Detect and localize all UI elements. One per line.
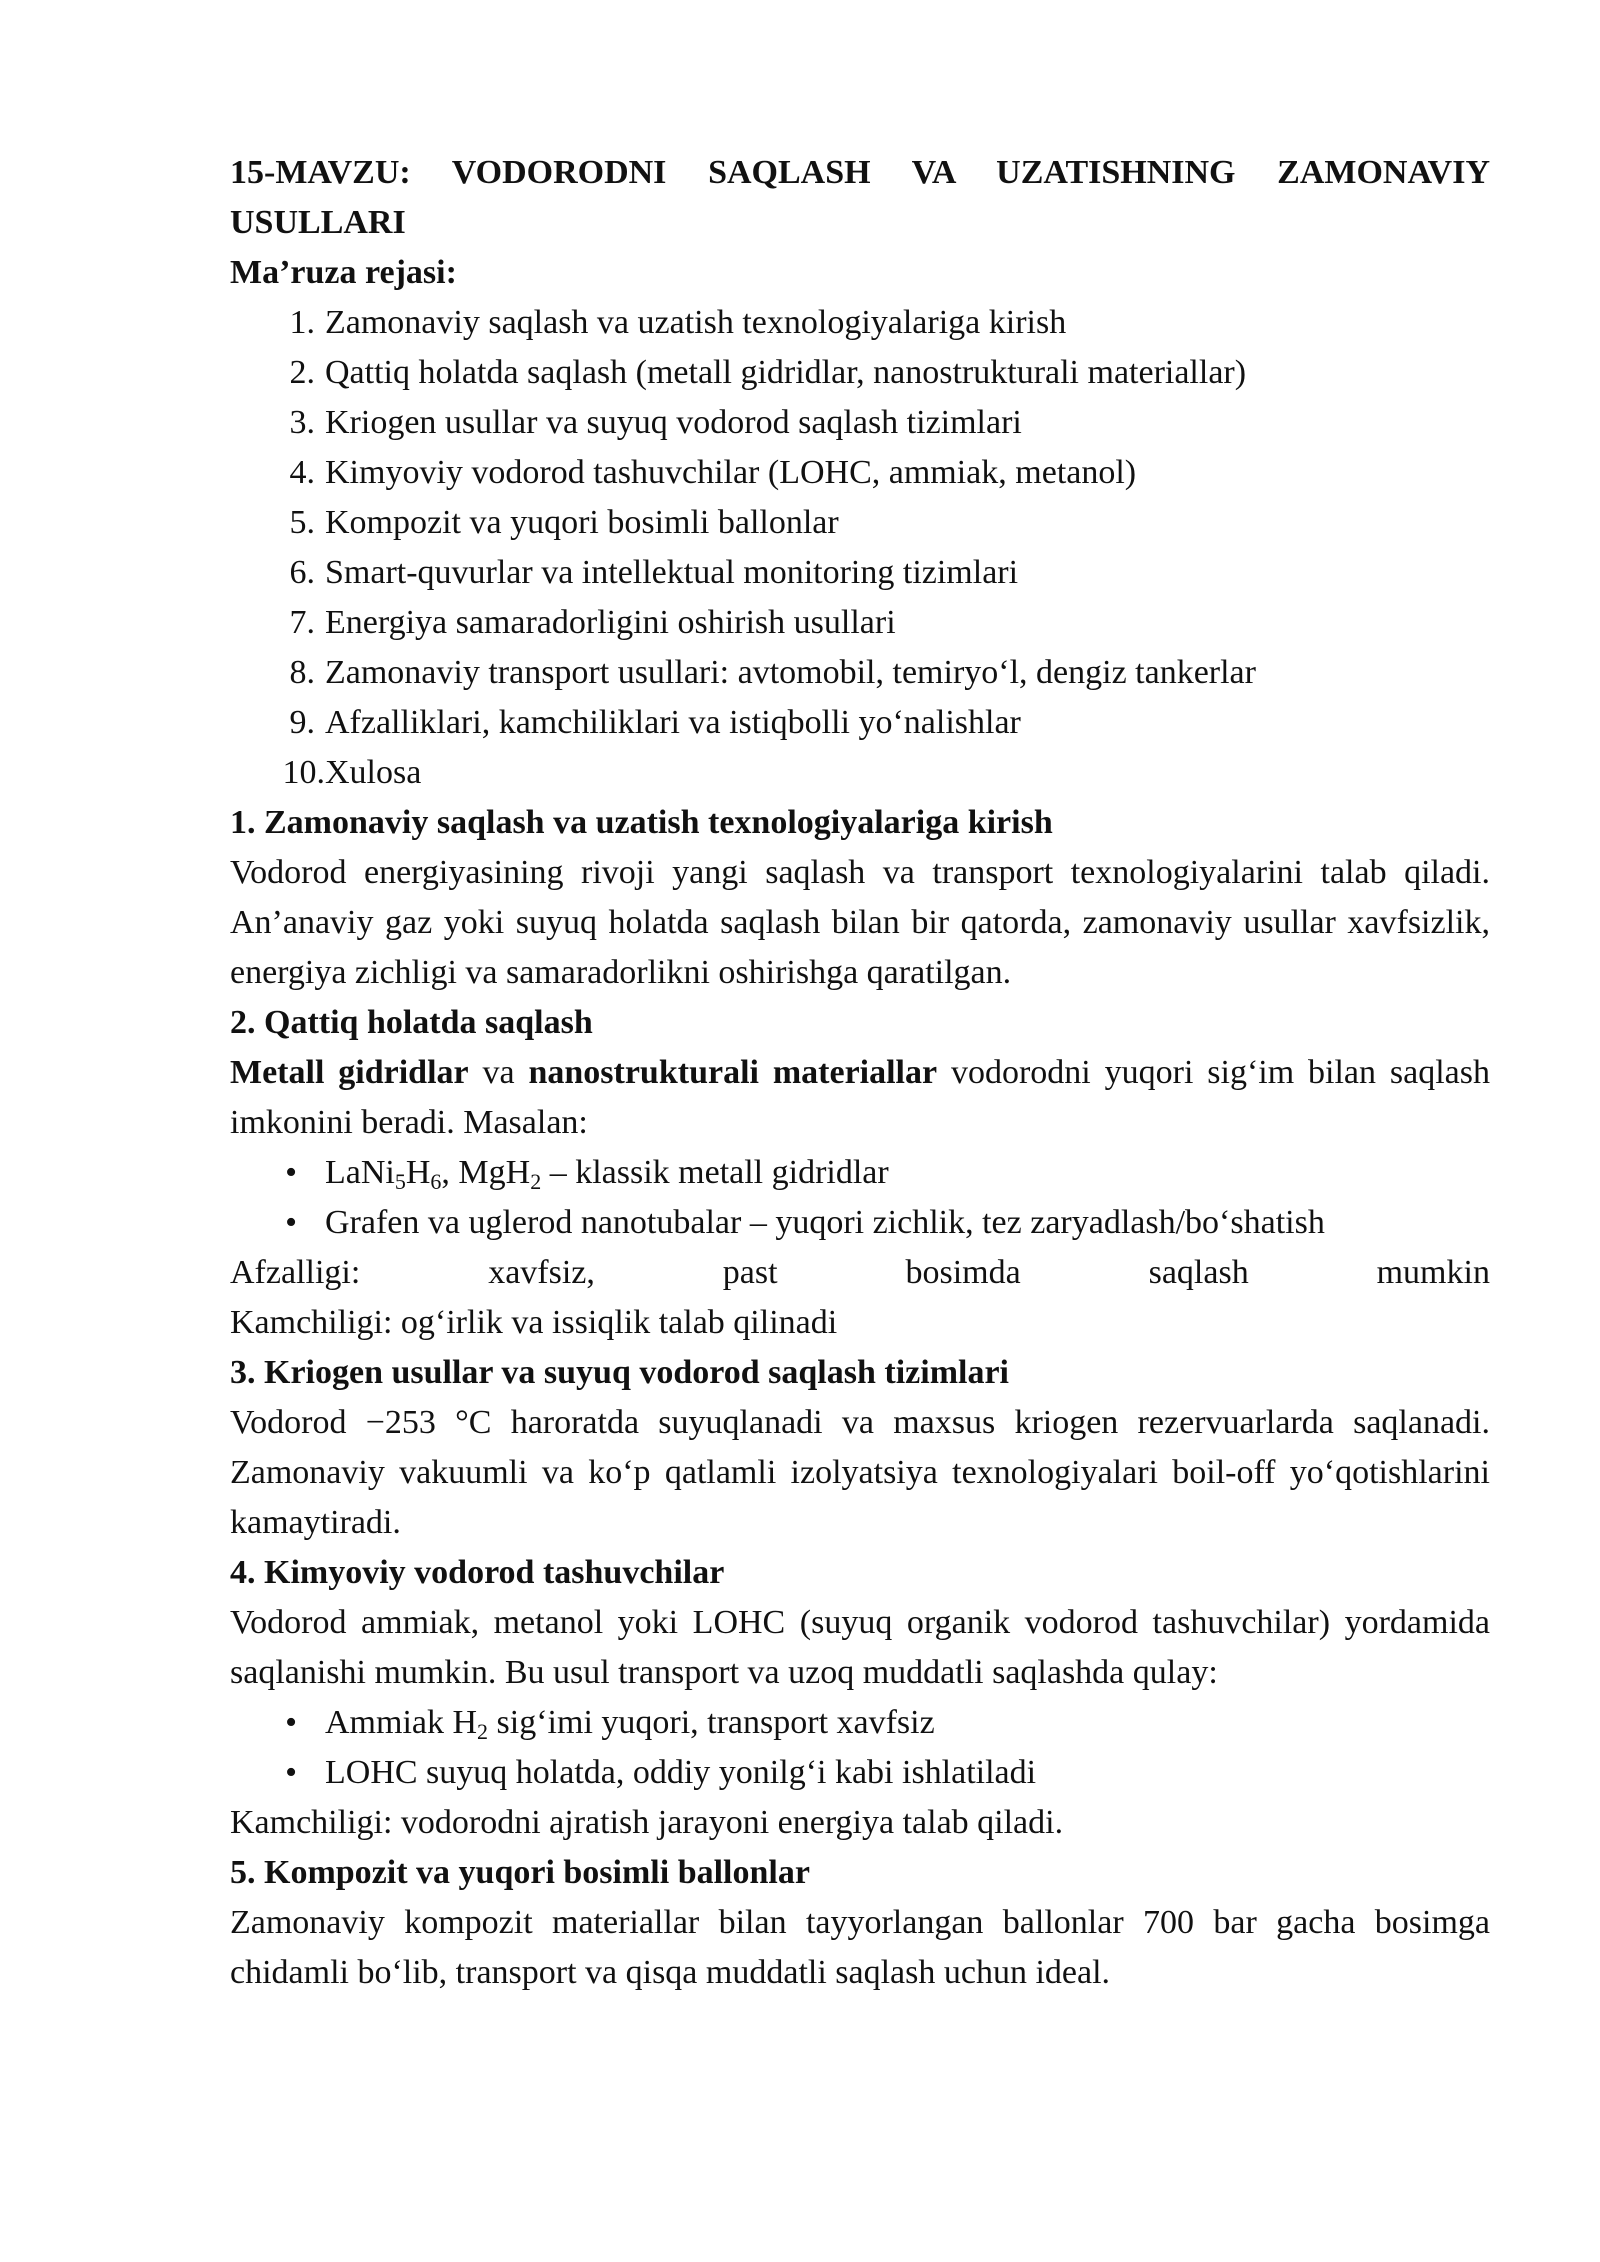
section-2-paragraph — [230, 1048, 1490, 1148]
bullet-icon: • — [285, 1204, 297, 1241]
list-item — [230, 598, 1490, 648]
disadvantages-line: Kamchiligi: vodorodni ajratish jarayoni energiya talab qiladi. — [230, 1804, 1064, 1841]
formula-part: LaNi — [325, 1154, 395, 1191]
section-1-paragraph: Vodorod energiyasining rivoji yangi saqlash va transport texnologiyalarini talab qiladi. An’anaviy gaz yoki suyuq holatda saqlash bilan bir qatorda, zamonaviy usullar xavfsizlik, energiya zichligi va samaradorlikni oshirishga qaratilgan. — [230, 854, 1490, 991]
formula-subscript: 5 — [394, 1169, 406, 1194]
list-item-text: Kompozit va yuqori bosimli ballonlar — [325, 504, 839, 541]
list-item-text — [325, 1698, 935, 1748]
list-number: 5. — [289, 504, 315, 541]
list-item — [230, 348, 1490, 398]
section-2-heading: 2. Qattiq holatda saqlash — [230, 1004, 593, 1041]
list-item-text: Xulosa — [325, 754, 422, 791]
list-item-text: Energiya samaradorligini oshirish usullari — [325, 604, 896, 641]
section-4-bullets — [230, 1698, 1490, 1798]
list-item-rest: sig‘imi yuqori, transport xavfsiz — [488, 1704, 935, 1741]
list-number: 1. — [289, 304, 315, 341]
advantages-word: bosimda — [905, 1254, 1021, 1291]
formula-part: Ammiak H — [325, 1704, 478, 1741]
list-item — [230, 298, 1490, 348]
disadvantages-line: Kamchiligi: og‘irlik va issiqlik talab qilinadi — [230, 1304, 838, 1341]
section-3-paragraph: Vodorod −253 °C haroratda suyuqlanadi va maxsus kriogen rezervuarlarda saqlanadi. Zamonaviy vakuumli va ko‘p qatlamli izolyatsiya texnologiyalari boil-off yo‘qotishlarini kamaytiradi. — [230, 1404, 1490, 1541]
bullet-icon: • — [285, 1704, 297, 1741]
list-item-text: Zamonaviy saqlash va uzatish texnologiyalariga kirish — [325, 304, 1067, 341]
list-item-text: Afzalliklari, kamchiliklari va istiqbolli yo‘nalishlar — [325, 704, 1021, 741]
section-2-bullets — [230, 1148, 1490, 1248]
section-3-heading: 3. Kriogen usullar va suyuq vodorod saqlash tizimlari — [230, 1354, 1009, 1391]
advantages-word: past — [722, 1254, 778, 1291]
advantages-word: saqlash — [1148, 1254, 1249, 1291]
list-number: 9. — [289, 704, 315, 741]
section-5-paragraph: Zamonaviy kompozit materiallar bilan tayyorlangan ballonlar 700 bar gacha bosimga chidamli bo‘lib, transport va qisqa muddatli saqlash uchun ideal. — [230, 1904, 1490, 1991]
formula-part: H — [405, 1154, 431, 1191]
list-item — [230, 448, 1490, 498]
advantages-line — [230, 1248, 1490, 1298]
advantages-word: mumkin — [1376, 1254, 1490, 1291]
paragraph-text: va — [468, 1054, 529, 1091]
formula-part: , MgH — [441, 1154, 531, 1191]
list-number: 10. — [282, 754, 325, 791]
list-number: 3. — [289, 404, 315, 441]
list-item — [230, 398, 1490, 448]
list-item — [230, 698, 1490, 748]
advantages-word: xavfsiz, — [488, 1254, 595, 1291]
paragraph-text: vodorodni yuqori sig‘im bilan saqlash imkonini beradi. Masalan: — [230, 1054, 1490, 1141]
list-item — [230, 1198, 1490, 1248]
bullet-icon: • — [285, 1754, 297, 1791]
list-item — [230, 1748, 1490, 1798]
list-item — [230, 1148, 1490, 1198]
list-item — [230, 548, 1490, 598]
list-item — [230, 748, 1490, 798]
bullet-icon: • — [285, 1154, 297, 1191]
term-nanostructured-materials: nanostrukturali materiallar — [528, 1054, 938, 1091]
page-title: 15-MAVZU: VODORODNI SAQLASH VA UZATISHNING ZAMONAVIY USULLARI — [230, 154, 1490, 241]
list-number: 2. — [289, 354, 315, 391]
list-item-text: Kimyoviy vodorod tashuvchilar (LOHC, ammiak, metanol) — [325, 454, 1137, 491]
list-item-text: Smart-quvurlar va intellektual monitoring tizimlari — [325, 554, 1019, 591]
formula-subscript: 2 — [530, 1169, 542, 1194]
formula-subscript: 6 — [430, 1169, 442, 1194]
list-item-text: Kriogen usullar va suyuq vodorod saqlash tizimlari — [325, 404, 1022, 441]
formula-subscript: 2 — [477, 1719, 489, 1744]
list-item-text — [325, 1148, 889, 1198]
section-4-paragraph: Vodorod ammiak, metanol yoki LOHC (suyuq organik vodorod tashuvchilar) yordamida saqlanishi mumkin. Bu usul transport va uzoq muddatli saqlashda qulay: — [230, 1604, 1490, 1691]
list-item-text: Qattiq holatda saqlash (metall gidridlar, nanostrukturali materiallar) — [325, 354, 1247, 391]
plan-heading: Ma’ruza rejasi: — [230, 254, 457, 291]
list-item — [230, 1698, 1490, 1748]
advantages-word: Afzalligi: — [230, 1254, 361, 1291]
list-number: 8. — [289, 654, 315, 691]
list-item — [230, 648, 1490, 698]
section-4-heading: 4. Kimyoviy vodorod tashuvchilar — [230, 1554, 725, 1591]
section-1-heading: 1. Zamonaviy saqlash va uzatish texnologiyalariga kirish — [230, 804, 1053, 841]
list-item-text: LOHC suyuq holatda, oddiy yonilg‘i kabi ishlatiladi — [325, 1754, 1037, 1791]
list-item-text: Grafen va uglerod nanotubalar – yuqori zichlik, tez zaryadlash/bo‘shatish — [325, 1204, 1325, 1241]
list-number: 6. — [289, 554, 315, 591]
list-item — [230, 498, 1490, 548]
list-item-rest: – klassik metall gidridlar — [541, 1154, 889, 1191]
section-5-heading: 5. Kompozit va yuqori bosimli ballonlar — [230, 1854, 810, 1891]
document-page — [230, 148, 1490, 1998]
list-number: 4. — [289, 454, 315, 491]
plan-list — [230, 298, 1490, 798]
term-metal-hydrides: Metall gidridlar — [230, 1054, 469, 1091]
list-item-text: Zamonaviy transport usullari: avtomobil, temiryo‘l, dengiz tankerlar — [325, 654, 1256, 691]
list-number: 7. — [289, 604, 315, 641]
